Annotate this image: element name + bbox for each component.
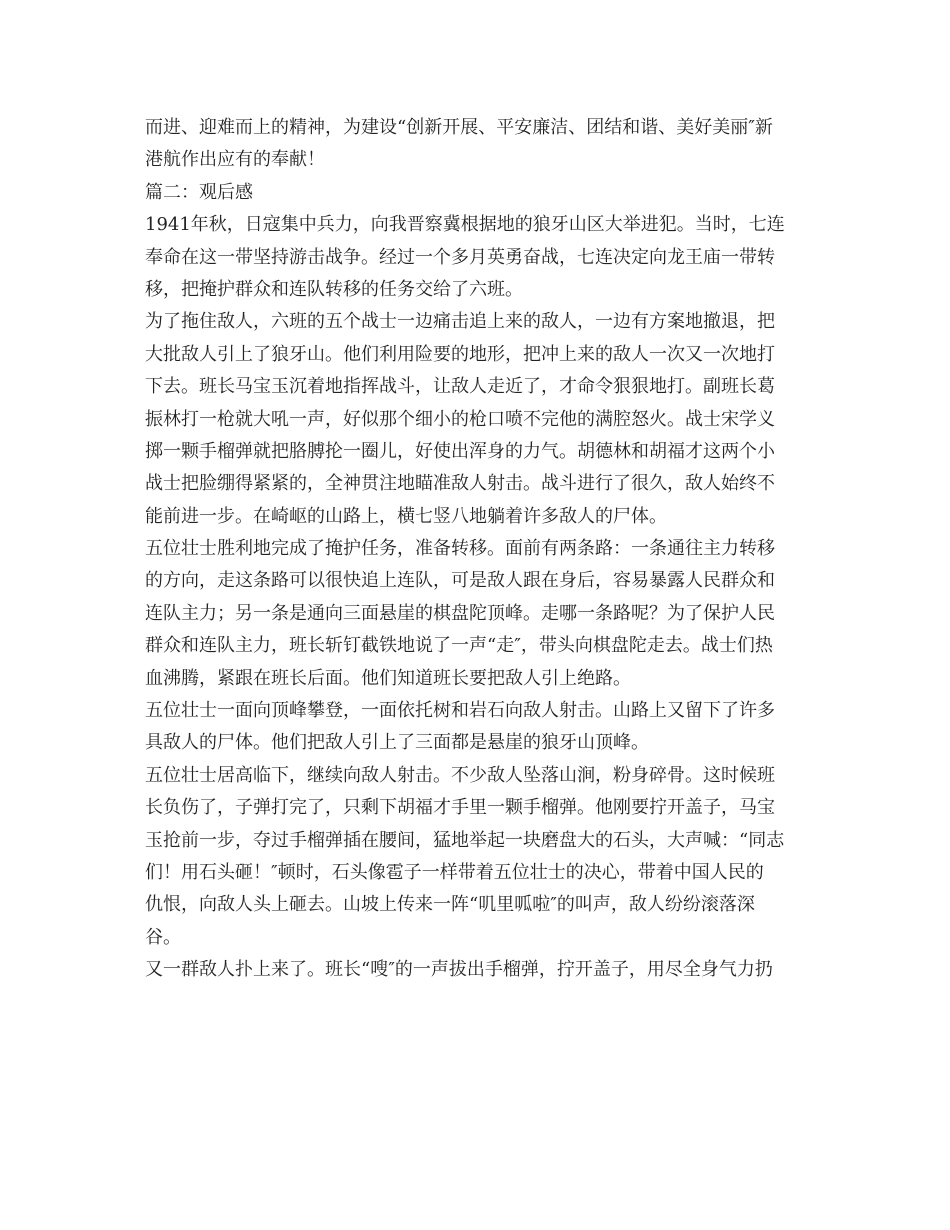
text-line: 的方向，走这条路可以很快追上连队，可是敌人跟在身后，容易暴露人民群众和 [145, 570, 775, 592]
text-line: 掷一颗手榴弹就把胳膊抡一圈儿，好使出浑身的力气。胡德林和胡福才这两个小 [145, 440, 775, 462]
section-heading: 篇二：观后感 [145, 181, 253, 203]
text-line: 玉抢前一步，夺过手榴弹插在腰间，猛地举起一块磨盘大的石头，大声喊：“同志 [145, 829, 785, 851]
text-line: 具敌人的尸体。他们把敌人引上了三面都是悬崖的狼牙山顶峰。 [145, 732, 649, 754]
text-line: 血沸腾，紧跟在班长后面。他们知道班长要把敌人引上绝路。 [145, 667, 631, 689]
text-line: 大批敌人引上了狼牙山。他们利用险要的地形，把冲上来的敌人一次又一次地打 [145, 343, 775, 365]
text-line: 们！用石头砸！″顿时，石头像雹子一样带着五位壮士的决心，带着中国人民的 [145, 861, 764, 883]
text-line: 又一群敌人扑上来了。班长“嗖″的一声拔出手榴弹，拧开盖子，用尽全身气力扔 [145, 959, 773, 981]
text-line: 五位壮士居高临下，继续向敌人射击。不少敌人坠落山涧，粉身碎骨。这时候班 [145, 764, 775, 786]
text-line: 长负伤了，子弹打完了，只剩下胡福才手里一颗手榴弹。他刚要拧开盖子，马宝 [145, 797, 775, 819]
text-line: 1941年秋，日寇集中兵力，向我晋察冀根据地的狼牙山区大举进犯。当时，七连 [145, 214, 785, 236]
text-line: 五位壮士一面向顶峰攀登，一面依托树和岩石向敌人射击。山路上又留下了许多 [145, 700, 775, 722]
text-line: 仇恨，向敌人头上砸去。山坡上传来一阵“叽里呱啦″的叫声，敌人纷纷滚落深 [145, 894, 755, 916]
text-line: 为了拖住敌人，六班的五个战士一边痛击追上来的敌人，一边有方案地撤退，把 [145, 311, 775, 333]
text-line: 奉命在这一带坚持游击战争。经过一个多月英勇奋战，七连决定向龙王庙一带转 [145, 246, 775, 268]
text-line: 港航作出应有的奉献！ [145, 149, 325, 171]
text-line: 下去。班长马宝玉沉着地指挥战斗，让敌人走近了，才命令狠狠地打。副班长葛 [145, 376, 775, 398]
text-line: 而进、迎难而上的精神，为建设“创新开展、平安廉洁、团结和谐、美好美丽″新 [145, 117, 773, 138]
text-line: 群众和连队主力，班长斩钉截铁地说了一声“走″，带头向棋盘陀走去。战士们热 [145, 635, 773, 657]
text-line: 谷。 [145, 926, 181, 948]
text-line: 战士把脸绷得紧紧的，全神贯注地瞄准敌人射击。战斗进行了很久，敌人始终不 [145, 473, 775, 495]
document-body [145, 112, 810, 987]
text-line: 移，把掩护群众和连队转移的任务交给了六班。 [145, 278, 523, 300]
text-line: 能前进一步。在崎岖的山路上，横七竖八地躺着许多敌人的尸体。 [145, 505, 667, 527]
text-line: 连队主力；另一条是通向三面悬崖的棋盘陀顶峰。走哪一条路呢？为了保护人民 [145, 602, 775, 624]
text-line: 五位壮士胜利地完成了掩护任务，准备转移。面前有两条路：一条通往主力转移 [145, 538, 775, 560]
text-line: 振林打一枪就大吼一声，好似那个细小的枪口喷不完他的满腔怒火。战士宋学义 [145, 408, 775, 430]
